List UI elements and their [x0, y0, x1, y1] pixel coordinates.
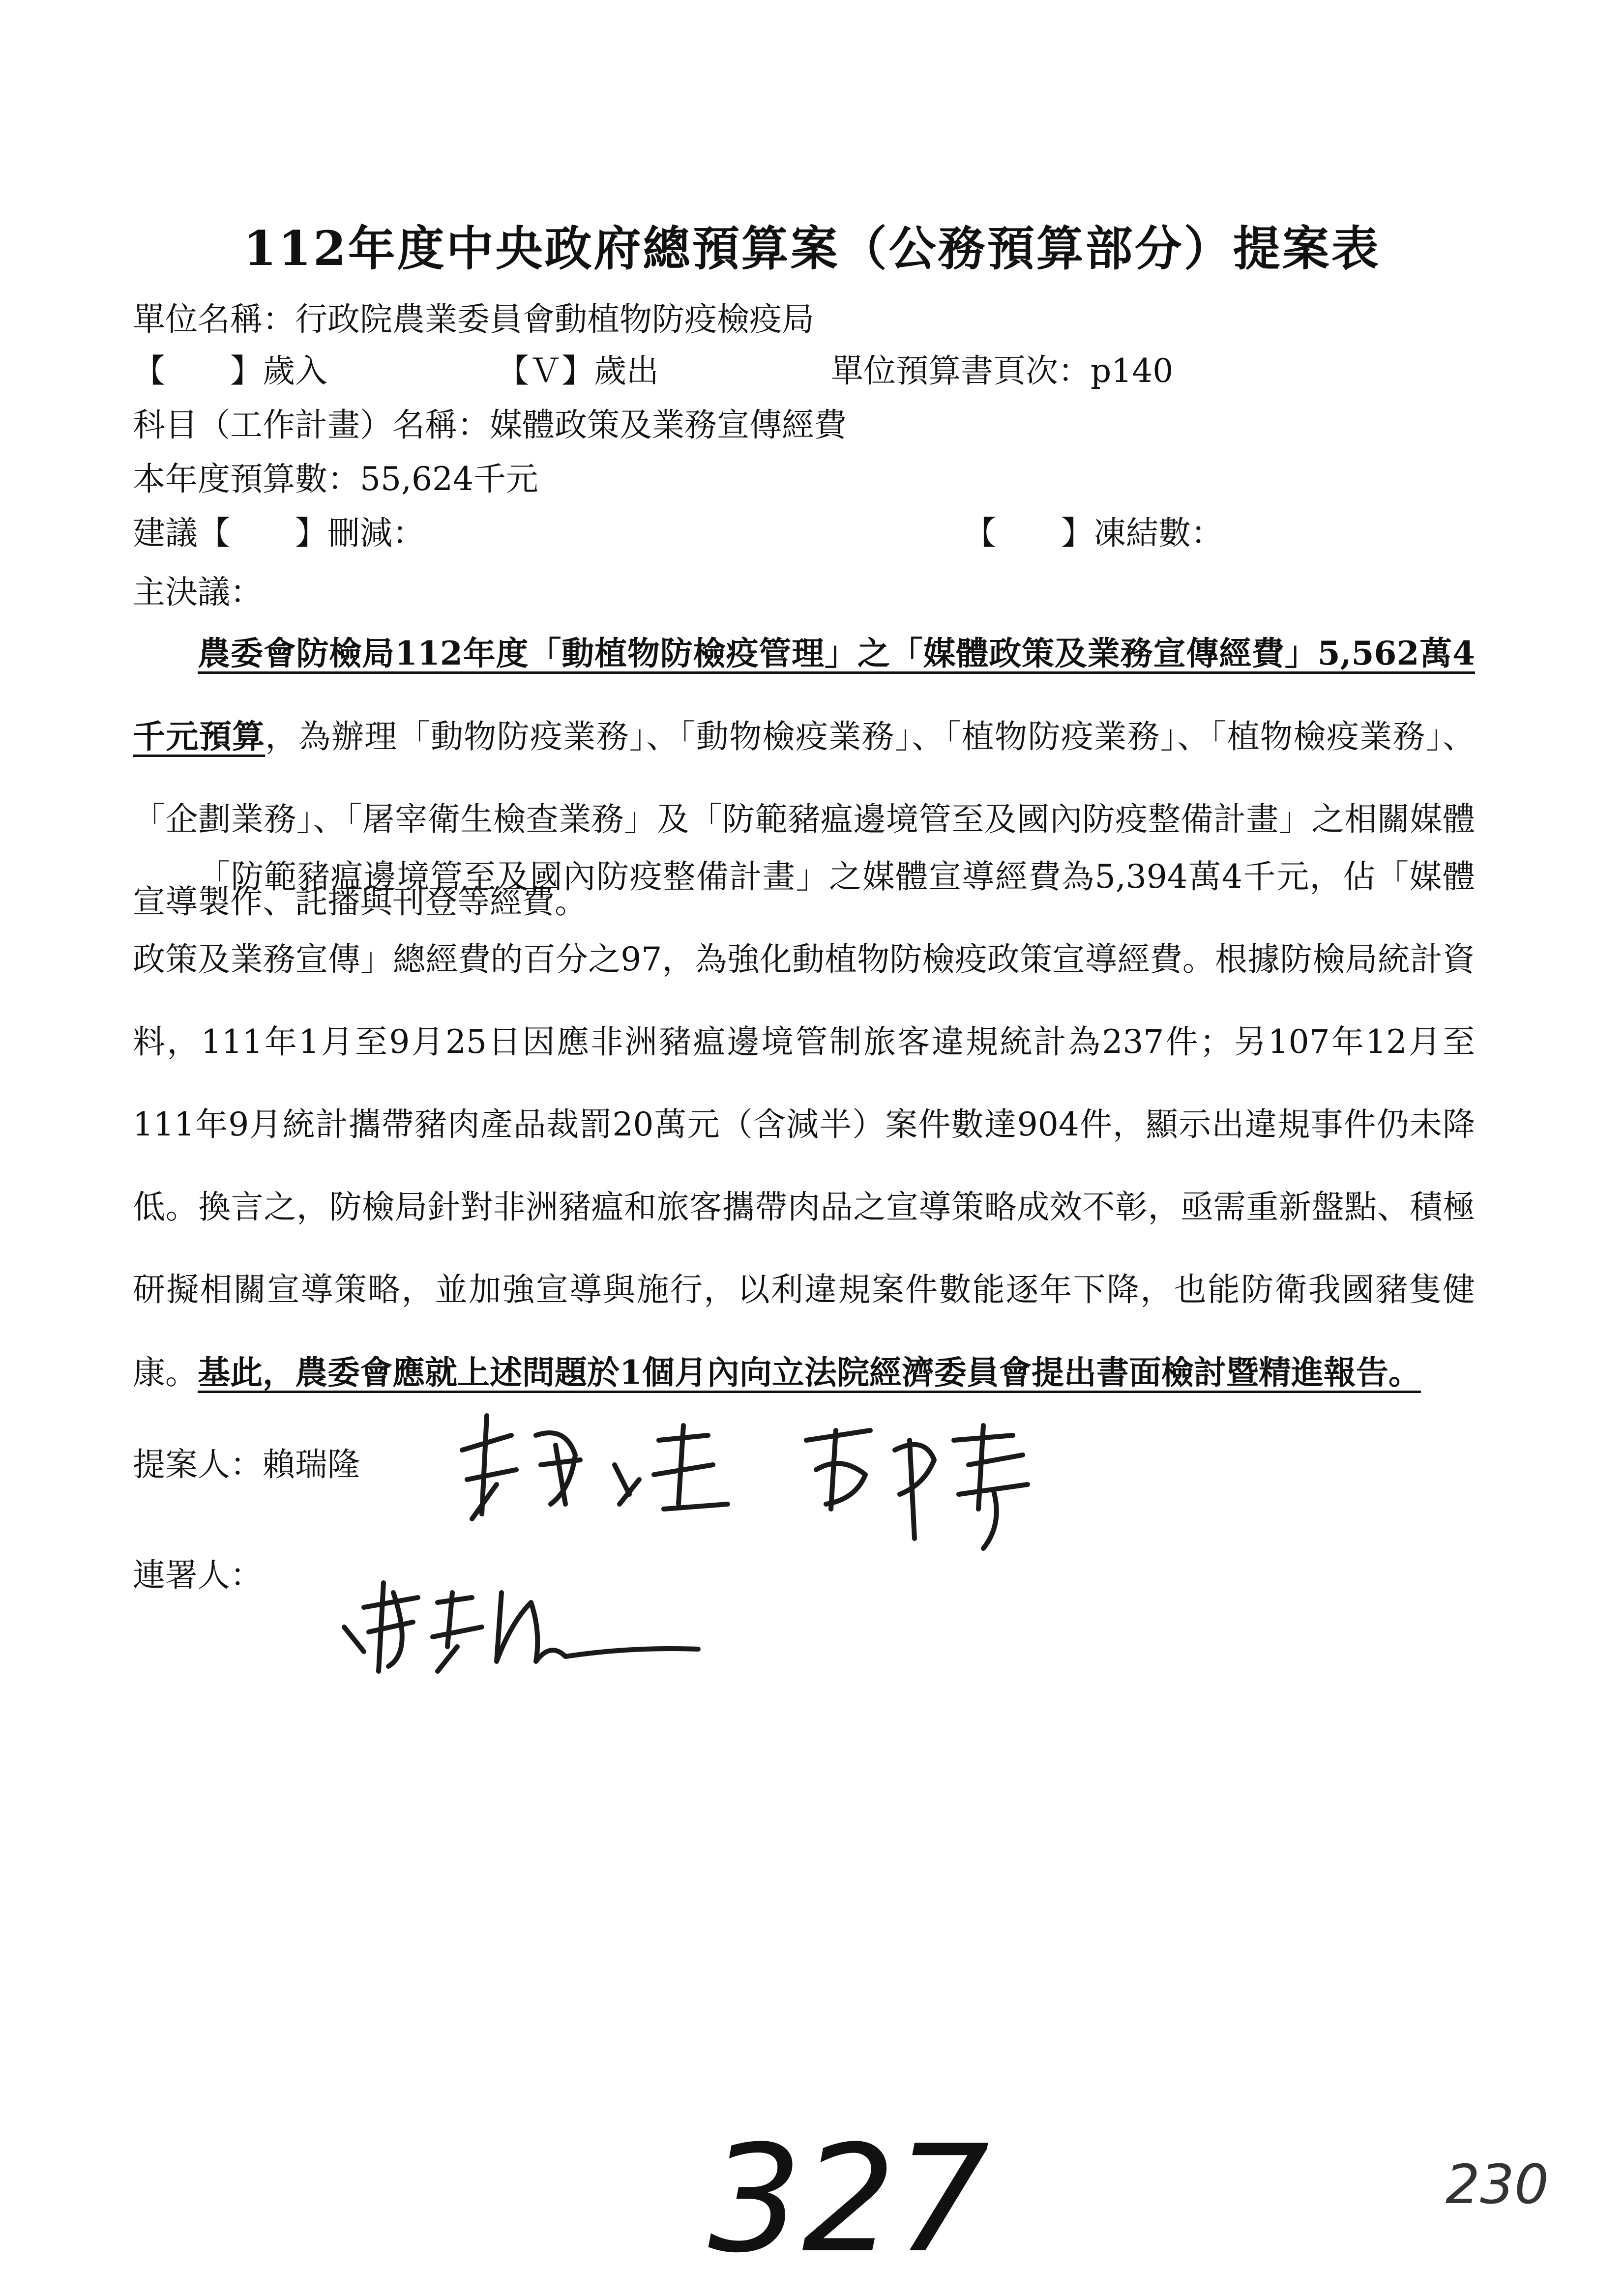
para2-underlined: 基此，農委會應就上述問題於1個月內向立法院經濟委員會提出書面檢討暨精進報告。: [198, 1353, 1421, 1392]
para1-rest: ，為辦理「動物防疫業務」、「動物檢疫業務」、「植物防疫業務」、「植物檢疫業務」、「企劃業務」、「屠宰衛生檢查業務」及「防範豬瘟邊境管至及國內防疫整備計畫」之相關媒體宣導製作、託播與刊登等經費。: [133, 718, 1476, 921]
proposer-signature-1: [452, 1406, 797, 1534]
proposer: 提案人：賴瑞隆: [133, 1446, 360, 1483]
para1-underlined: 農委會防檢局112年度「動植物防檢疫管理」之「媒體政策及業務宣傳經費」5,562萬4千元預算: [133, 634, 1475, 756]
resolution-paragraph-2: [133, 836, 1475, 1414]
unit-name: 單位名稱：行政院農業委員會動植物防疫檢疫局: [133, 300, 814, 338]
resolution-label: 主決議：: [133, 573, 263, 611]
expenditure-box: 【Ｖ】歲出: [497, 352, 659, 390]
page-number-small: 230: [1446, 2153, 1549, 2216]
freeze-amount: 【 】凍結數：: [964, 514, 1223, 552]
para2-text: 「防範豬瘟邊境管至及國內防疫整備計畫」之媒體宣導經費為5,394萬4千元，佔「媒體政策及業務宣傳」總經費的百分之97，為強化動植物防檢疫政策宣導經費。根據防檢局統計資料，111年1月至9月25日因應非洲豬瘟邊境管制旅客違規統計為237件；另107年12月至111年9月統計攜帶豬肉產品裁罰20萬元（含減半）案件數達904件，顯示出違規事件仍未降低。換言之，防檢局針對非洲豬瘟和旅客攜帶肉品之宣導策略成效不彰，亟需重新盤點、積極研擬相關宣導策略，並加強宣導與施行，以利違規案件數能逐年下降，也能防衛我國豬隻健康。: [133, 858, 1475, 1392]
suggest-cut: 建議【 】刪減：: [133, 514, 425, 552]
page-title: 112年度中央政府總預算案（公務預算部分）提案表: [243, 221, 1381, 276]
proposer-signature-2: [797, 1411, 1052, 1558]
cosigner-signature: [334, 1563, 708, 1691]
cosigner: 連署人：: [133, 1556, 263, 1594]
subject-name: 科目（工作計畫）名稱：媒體政策及業務宣傳經費: [133, 406, 847, 444]
revenue-box: 【 】歲入: [133, 352, 327, 390]
page-number: 327: [708, 2114, 990, 2285]
budget-amount: 本年度預算數：55,624千元: [133, 460, 538, 498]
budget-page-ref: 單位預算書頁次：p140: [831, 352, 1174, 390]
